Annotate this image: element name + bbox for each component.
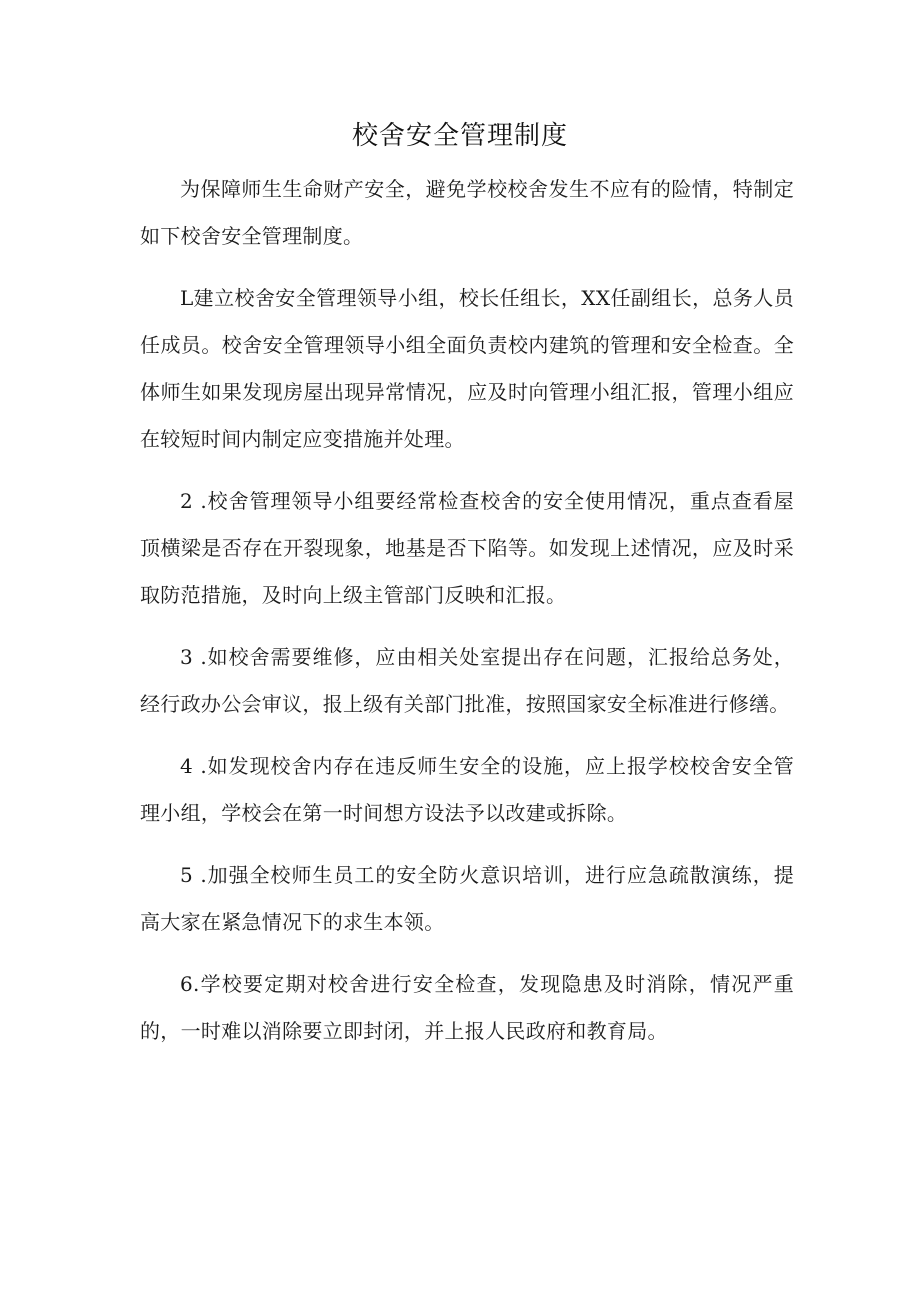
document-body [140,166,794,1070]
intro-paragraph: 为保障师生生命财产安全，避免学校校舍发生不应有的险情，特制定如下校舍安全管理制度。 [140,177,794,248]
clause-4-paragraph: 4 .如发现校舍内存在违反师生安全的设施，应上报学校校舍安全管理小组，学校会在第一时间想方设法予以改建或拆除。 [140,754,794,825]
clause-3-paragraph: 3 .如校舍需要维修，应由相关处室提出存在问题，汇报给总务处，经行政办公会审议，报上级有关部门批准，按照国家安全标准进行修缮。 [140,645,794,716]
clause-5-paragraph: 5 .加强全校师生员工的安全防火意识培训，进行应急疏散演练，提高大家在紧急情况下的求生本领。 [140,863,794,934]
document-title: 校舍安全管理制度 [351,121,568,151]
clause-1-paragraph: L建立校舍安全管理领导小组，校长任组长，XX任副组长，总务人员任成员。校舍安全管理领导小组全面负责校内建筑的管理和安全检查。全体师生如果发现房屋出现异常情况，应及时向管理小组汇报，管理小组应在较短时间内制定应变措施并处理。 [140,286,794,451]
clause-6-paragraph: 6.学校要定期对校舍进行安全检查，发现隐患及时消除，情况严重的，一时难以消除要立即封闭，并上报人民政府和教育局。 [140,972,794,1043]
clause-2-paragraph: 2 .校舍管理领导小组要经常检查校舍的安全使用情况，重点查看屋顶横梁是否存在开裂现象，地基是否下陷等。如发现上述情况，应及时采取防范措施，及时向上级主管部门反映和汇报。 [140,489,794,607]
